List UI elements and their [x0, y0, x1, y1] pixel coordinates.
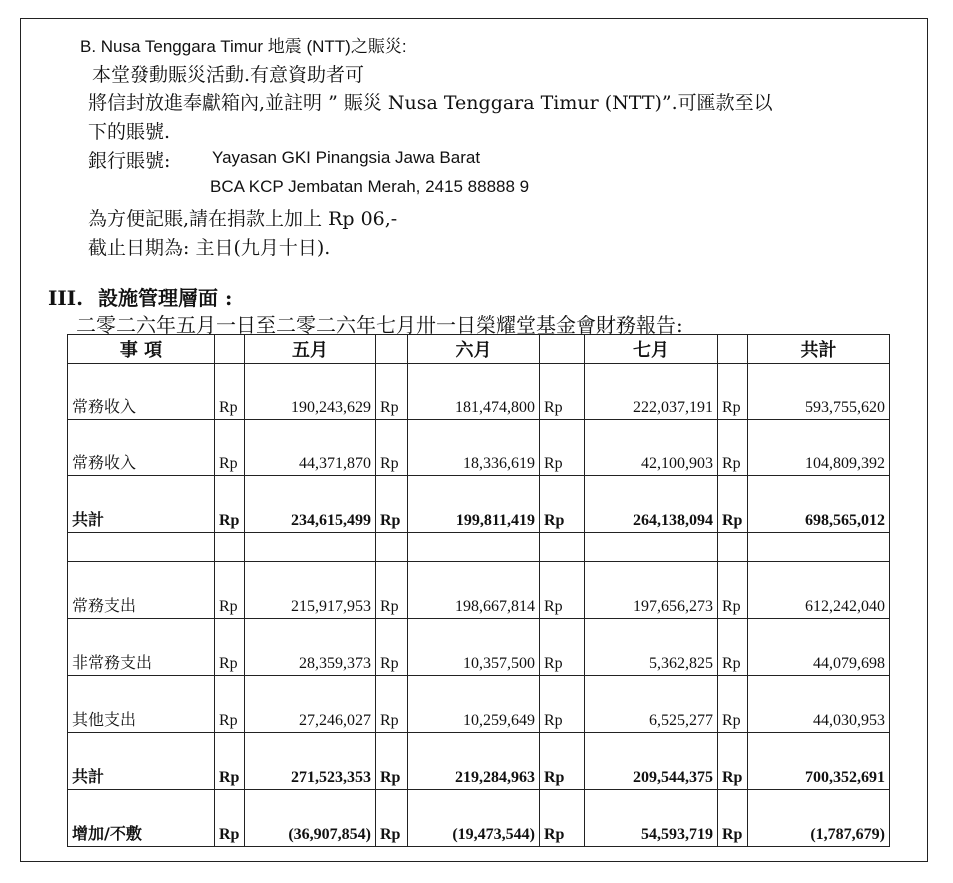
currency-cell: Rp [215, 364, 245, 420]
row-item-label: 常務收入 [68, 420, 215, 476]
row-item-label [68, 533, 215, 562]
amount-cell: 197,656,273 [585, 562, 718, 619]
currency-cell: Rp [718, 420, 748, 476]
amount-cell: 6,525,277 [585, 676, 718, 733]
amount-cell: 5,362,825 [585, 619, 718, 676]
amount-cell: 10,259,649 [408, 676, 540, 733]
amount-cell: 219,284,963 [408, 733, 540, 790]
currency-cell: Rp [215, 420, 245, 476]
amount-cell: 209,544,375 [585, 733, 718, 790]
amount-cell: 190,243,629 [245, 364, 376, 420]
row-item-label: 常務支出 [68, 562, 215, 619]
currency-cell: Rp [718, 790, 748, 847]
amount-cell: 612,242,040 [748, 562, 890, 619]
currency-cell: Rp [376, 420, 408, 476]
table-header-row [68, 335, 890, 364]
currency-cell: Rp [540, 476, 585, 533]
table-total-row [68, 790, 890, 847]
section-number: III. [48, 286, 84, 310]
row-item-label: 其他支出 [68, 676, 215, 733]
table-row [68, 676, 890, 733]
amount-cell: (36,907,854) [245, 790, 376, 847]
amount-cell: 264,138,094 [585, 476, 718, 533]
currency-cell: Rp [540, 364, 585, 420]
amount-cell: 199,811,419 [408, 476, 540, 533]
currency-cell: Rp [540, 420, 585, 476]
table-total-row [68, 733, 890, 790]
amount-cell: 18,336,619 [408, 420, 540, 476]
header-spacer [215, 335, 245, 364]
currency-cell [718, 533, 748, 562]
row-item-label: 共計 [68, 476, 215, 533]
currency-cell: Rp [718, 364, 748, 420]
table-row [68, 420, 890, 476]
amount-cell: 44,030,953 [748, 676, 890, 733]
table-row [68, 619, 890, 676]
currency-cell: Rp [376, 562, 408, 619]
table-blank-row [68, 533, 890, 562]
donation-note: 為方便記賬,請在捐款上加上 Rp 06,- [88, 208, 398, 230]
amount-cell [245, 533, 376, 562]
table-row [68, 562, 890, 619]
currency-cell: Rp [540, 562, 585, 619]
amount-cell: 698,565,012 [748, 476, 890, 533]
amount-cell [408, 533, 540, 562]
currency-cell [215, 533, 245, 562]
header-july: 七月 [585, 335, 718, 364]
amount-cell [585, 533, 718, 562]
amount-cell: 42,100,903 [585, 420, 718, 476]
header-item: 事 項 [68, 335, 215, 364]
amount-cell: 700,352,691 [748, 733, 890, 790]
currency-cell: Rp [376, 619, 408, 676]
currency-cell: Rp [376, 676, 408, 733]
currency-cell: Rp [718, 676, 748, 733]
header-spacer [376, 335, 408, 364]
amount-cell: 27,246,027 [245, 676, 376, 733]
bank-name: Yayasan GKI Pinangsia Jawa Barat [212, 148, 481, 167]
header-may: 五月 [245, 335, 376, 364]
notice-line-3: 下的賬號. [88, 121, 171, 143]
amount-cell: 54,593,719 [585, 790, 718, 847]
header-spacer [718, 335, 748, 364]
currency-cell: Rp [215, 733, 245, 790]
section-heading [48, 282, 232, 311]
amount-cell: (1,787,679) [748, 790, 890, 847]
currency-cell: Rp [540, 676, 585, 733]
amount-cell: 181,474,800 [408, 364, 540, 420]
amount-cell: (19,473,544) [408, 790, 540, 847]
row-item-label: 共計 [68, 733, 215, 790]
table-row [68, 364, 890, 420]
row-item-label: 增加/不敷 [68, 790, 215, 847]
amount-cell: 28,359,373 [245, 619, 376, 676]
section-title: 設施管理層面 : [98, 286, 233, 310]
notice-heading: B. Nusa Tenggara Timur 地震 (NTT)之賑災: [80, 37, 407, 56]
deadline: 截止日期為: 主日(九月十日). [88, 237, 331, 259]
currency-cell: Rp [215, 790, 245, 847]
currency-cell: Rp [215, 619, 245, 676]
bank-account: BCA KCP Jembatan Merah, 2415 88888 9 [210, 177, 530, 196]
currency-cell: Rp [718, 476, 748, 533]
currency-cell: Rp [215, 562, 245, 619]
currency-cell: Rp [376, 476, 408, 533]
amount-cell: 234,615,499 [245, 476, 376, 533]
amount-cell: 198,667,814 [408, 562, 540, 619]
currency-cell: Rp [718, 733, 748, 790]
amount-cell: 593,755,620 [748, 364, 890, 420]
currency-cell: Rp [540, 733, 585, 790]
currency-cell: Rp [718, 619, 748, 676]
header-total: 共計 [748, 335, 890, 364]
row-item-label: 非常務支出 [68, 619, 215, 676]
amount-cell: 222,037,191 [585, 364, 718, 420]
amount-cell: 44,079,698 [748, 619, 890, 676]
amount-cell: 215,917,953 [245, 562, 376, 619]
bank-label: 銀行賬號: [88, 150, 171, 172]
currency-cell [376, 533, 408, 562]
financial-report-table [67, 334, 890, 847]
currency-cell: Rp [215, 676, 245, 733]
amount-cell: 10,357,500 [408, 619, 540, 676]
report-title: 二零二六年五月一日至二零二六年七月卅一日榮耀堂基金會財務報告: [76, 313, 683, 337]
header-june: 六月 [408, 335, 540, 364]
amount-cell [748, 533, 890, 562]
table-total-row [68, 476, 890, 533]
notice-line-1: 本堂發動賑災活動.有意資助者可 [92, 64, 365, 86]
currency-cell: Rp [376, 733, 408, 790]
currency-cell: Rp [718, 562, 748, 619]
currency-cell: Rp [215, 476, 245, 533]
header-spacer [540, 335, 585, 364]
currency-cell: Rp [376, 790, 408, 847]
amount-cell: 44,371,870 [245, 420, 376, 476]
currency-cell: Rp [540, 619, 585, 676]
row-item-label: 常務收入 [68, 364, 215, 420]
amount-cell: 104,809,392 [748, 420, 890, 476]
currency-cell [540, 533, 585, 562]
notice-line-2: 將信封放進奉獻箱內,並註明 ” 賑災 Nusa Tenggara Timur (NTT)”.可匯款至以 [88, 92, 773, 114]
currency-cell: Rp [376, 364, 408, 420]
amount-cell: 271,523,353 [245, 733, 376, 790]
currency-cell: Rp [540, 790, 585, 847]
